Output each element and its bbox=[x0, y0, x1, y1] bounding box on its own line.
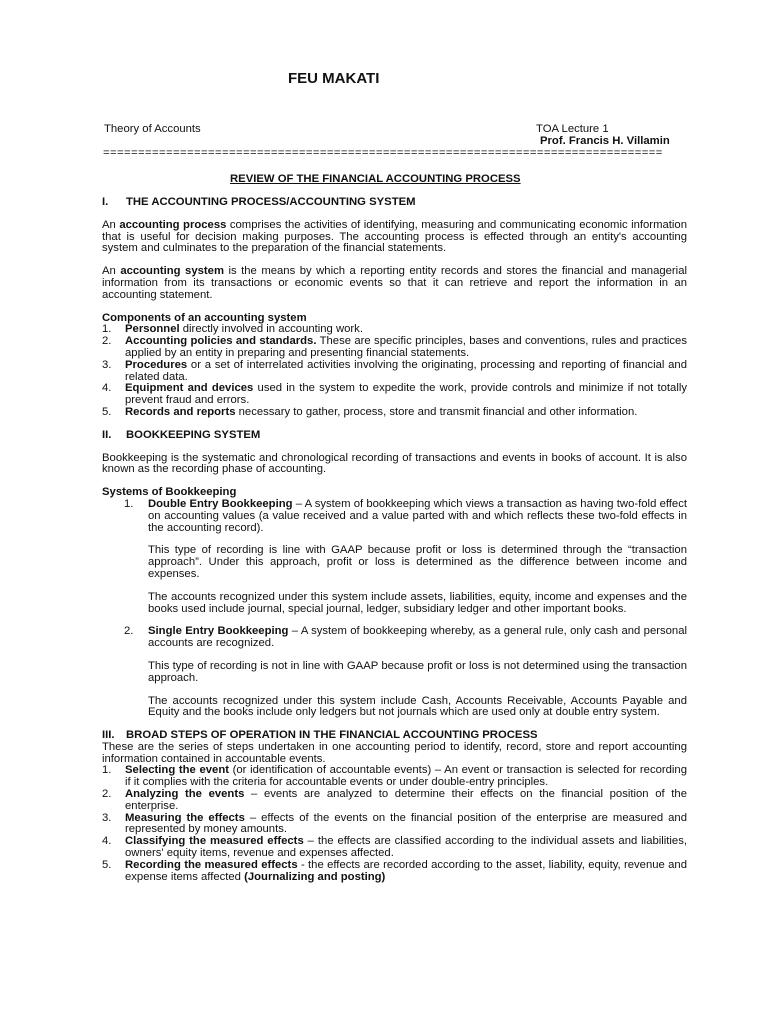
paragraph-bookkeeping: Bookkeeping is the systematic and chronological recording of transactions and events in books of account. It is also known as the recording phase of accounting. bbox=[102, 451, 687, 476]
list-item bbox=[102, 407, 687, 419]
components-list bbox=[102, 324, 687, 418]
bold-term: Classifying the measured effects bbox=[125, 835, 304, 848]
text-run: An bbox=[102, 265, 121, 278]
section-title: BOOKKEEPING SYSTEM bbox=[126, 428, 261, 441]
section-2-heading bbox=[102, 430, 687, 442]
steps-list bbox=[102, 765, 687, 883]
text-run: An bbox=[102, 218, 120, 231]
bold-term: Analyzing the events bbox=[125, 788, 245, 801]
bold-term: Double Entry Bookkeeping bbox=[148, 497, 293, 510]
section-title: BROAD STEPS OF OPERATION IN THE FINANCIAL ACCOUNTING PROCESS bbox=[126, 729, 538, 742]
text-run: – A system of bookkeeping which views a transaction as having two-fold effect on accounting values (a value received and a value parted with and which reflects these two-fold effects in the accounting record). bbox=[148, 497, 687, 534]
item-number: 1. bbox=[124, 497, 134, 510]
bold-term: Equipment and devices bbox=[125, 382, 254, 395]
item-number: 4. bbox=[102, 835, 112, 848]
list-item bbox=[102, 789, 687, 813]
systems-heading: Systems of Bookkeeping bbox=[102, 486, 237, 499]
list-item bbox=[102, 383, 687, 407]
lecture-label: TOA Lecture 1 bbox=[536, 123, 609, 135]
bold-term: Selecting the event bbox=[125, 764, 229, 777]
text-run: – the effects are classified according to the individual assets and liabilities, owners' equity items, revenue and expenses affected. bbox=[125, 835, 688, 860]
text-run: - the effects are recorded according to the asset, liability, equity, revenue and expense items affected bbox=[125, 858, 687, 883]
bold-term: Personnel bbox=[125, 323, 180, 336]
text-run: or a set of interrelated activities involving the originating, processing and reporting of financial and related data. bbox=[125, 358, 687, 383]
text-run: is the means by which a reporting entity records and stores the financial and managerial information from its transactions or economic events so that it can retrieve and report the information in an accounting statement. bbox=[102, 265, 687, 301]
section-title: THE ACCOUNTING PROCESS/ACCOUNTING SYSTEM bbox=[126, 196, 416, 208]
bold-term: Recording the measured effects bbox=[125, 858, 298, 871]
list-item bbox=[102, 765, 687, 789]
bold-term: (Journalizing and posting) bbox=[244, 870, 386, 883]
list-item bbox=[102, 360, 687, 384]
item-number: 3. bbox=[102, 358, 112, 371]
paragraph-steps-intro: These are the series of steps undertaken in one accounting period to identify, record, store and report accounting information contained in accountable events. bbox=[102, 740, 687, 765]
item-number: 3. bbox=[102, 811, 112, 824]
item-number: 1. bbox=[102, 764, 112, 777]
bold-term: Measuring the effects bbox=[125, 811, 245, 824]
page-title: FEU MAKATI bbox=[288, 70, 380, 87]
paragraph-accounting-system bbox=[102, 266, 687, 301]
list-item bbox=[102, 336, 687, 360]
document-body bbox=[102, 197, 687, 883]
item-number: 5. bbox=[102, 405, 112, 418]
section-1-heading bbox=[102, 197, 687, 209]
text-run: (or identification of accountable events) – An event or transaction is selected for recording if it complies with the criteria for accountable events or under double-entry principles. bbox=[125, 764, 687, 789]
bold-term: accounting process bbox=[119, 218, 227, 231]
item-number: 2. bbox=[102, 335, 112, 348]
header-rule: ================================================================================ bbox=[103, 148, 663, 159]
text-run: used in the system to expedite the work, provide controls and minimize if not totally prevent fraud and errors. bbox=[125, 382, 687, 407]
bold-term: Records and reports bbox=[125, 405, 236, 418]
item-number: 5. bbox=[102, 858, 112, 871]
paragraph-accounting-process bbox=[102, 220, 687, 255]
list-item bbox=[102, 813, 687, 837]
paragraph-single-entry-accounts: The accounts recognized under this system include Cash, Accounts Receivable, Accounts Payable and Equity and the books include only ledgers but not journals which are used only at double entry system. bbox=[148, 694, 687, 719]
text-run: comprises the activities of identifying, measuring and communicating economic information that is useful for decision making purposes. The accounting process is effected through an entity's accounting system and culminates to the preparation of the financial statements. bbox=[102, 218, 687, 255]
item-number: 1. bbox=[102, 323, 112, 336]
item-number: 2. bbox=[124, 625, 134, 638]
text-run: – effects of the events on the financial position of the enterprise are measured and represented by money amounts. bbox=[125, 811, 687, 836]
text-run: – A system of bookkeeping whereby, as a general rule, only cash and personal accounts are recognized. bbox=[148, 625, 687, 650]
bold-term: Accounting policies and standards. bbox=[125, 335, 317, 348]
list-item-double-entry bbox=[124, 499, 687, 534]
text-run: These are specific principles, bases and conventions, rules and practices applied by an entity in preparing and presenting financial statements. bbox=[125, 335, 687, 359]
list-item bbox=[102, 860, 687, 884]
systems-list bbox=[102, 499, 687, 719]
paragraph-double-entry-gaap: This type of recording is line with GAAP because profit or loss is determined through the “transaction approach”. Under this approach, profit or loss is determined as the difference between income and expenses. bbox=[148, 544, 687, 580]
text-run: – events are analyzed to determine their effects on the financial position of the enterprise. bbox=[125, 788, 688, 812]
document-title: REVIEW OF THE FINANCIAL ACCOUNTING PROCESS bbox=[230, 173, 521, 185]
text-run: directly involved in accounting work. bbox=[179, 323, 363, 336]
bold-term: Single Entry Bookkeeping bbox=[148, 625, 289, 638]
item-number: 2. bbox=[102, 788, 112, 801]
professor-name: Prof. Francis H. Villamin bbox=[540, 135, 670, 147]
section-number: II. bbox=[102, 428, 112, 441]
bold-term: Procedures bbox=[125, 358, 188, 371]
section-number: I. bbox=[102, 196, 109, 208]
item-number: 4. bbox=[102, 382, 112, 395]
list-item bbox=[102, 836, 687, 860]
bold-term: accounting system bbox=[120, 265, 224, 278]
paragraph-single-entry-gaap: This type of recording is not in line with GAAP because profit or loss is not determined using the transaction approach. bbox=[148, 659, 687, 684]
text-run: necessary to gather, process, store and transmit financial and other information. bbox=[235, 405, 638, 418]
section-number: III. bbox=[102, 729, 115, 742]
course-name: Theory of Accounts bbox=[104, 123, 201, 135]
list-item-single-entry bbox=[124, 626, 687, 650]
components-heading: Components of an accounting system bbox=[102, 311, 307, 324]
paragraph-double-entry-accounts: The accounts recognized under this system include assets, liabilities, equity, income and expenses and the books used include journal, special journal, ledger, subsidiary ledger and other important books. bbox=[148, 590, 687, 615]
